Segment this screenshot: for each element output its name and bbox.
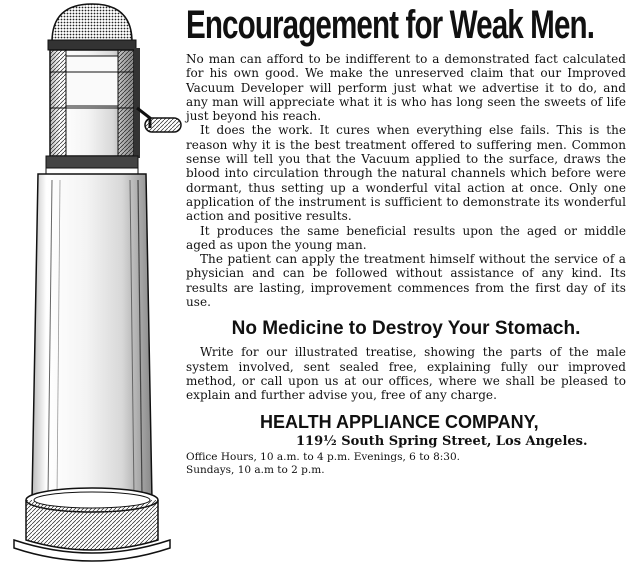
closing-paragraph: Write for our illustrated treatise, showing the parts of the male system involved, sent sealed free, explaining fully our improved method, or call upon us at our offices, where we shall be pleased to explain and further advise you, free of any charge. — [186, 345, 626, 403]
ad-text-column — [186, 2, 626, 477]
self-treatment-paragraph: The patient can apply the treatment himself without the service of a physician and can be followed without assistance of any kind. Its results are lasting, improvement commences from the first day of its use. — [186, 252, 626, 310]
company-name: HEALTH APPLIANCE COMPANY, — [260, 411, 539, 432]
results-paragraph: It produces the same beneficial results upon the aged or middle aged as upon the young man. — [186, 223, 626, 252]
subheading: No Medicine to Destroy Your Stomach. — [231, 318, 581, 340]
intro-paragraph: No man can afford to be indifferent to a demonstrated fact calculated for his own good. We make the unreserved claim that our Improved Vacuum Developer will perform just what we advertise it to do, and any man will appreciate what it is who has long seen the sweets of life just beyond his reach. — [186, 52, 626, 124]
headline: Encouragement for Weak Men. — [186, 3, 595, 47]
sunday-hours: Sundays, 10 a.m to 2 p.m. — [186, 463, 325, 476]
vacuum-developer-illustration — [0, 0, 190, 562]
company-address: 119½ South Spring Street, Los Angeles. — [296, 433, 588, 449]
office-hours: Office Hours, 10 a.m. to 4 p.m. Evenings, 6 to 8:30. — [186, 450, 460, 463]
treatment-paragraph: It does the work. It cures when everything else fails. This is the reason why it is the best treatment offered to suffering men. Common sense will tell you that the Vacuum applied to the surface, draws the blood into circulation through the natural channels which before were dormant, thus setting up a wonderful vital action at once. Only one application of the instrument is sufficient to demonstrate its wonderful action and positive results. — [186, 123, 626, 224]
